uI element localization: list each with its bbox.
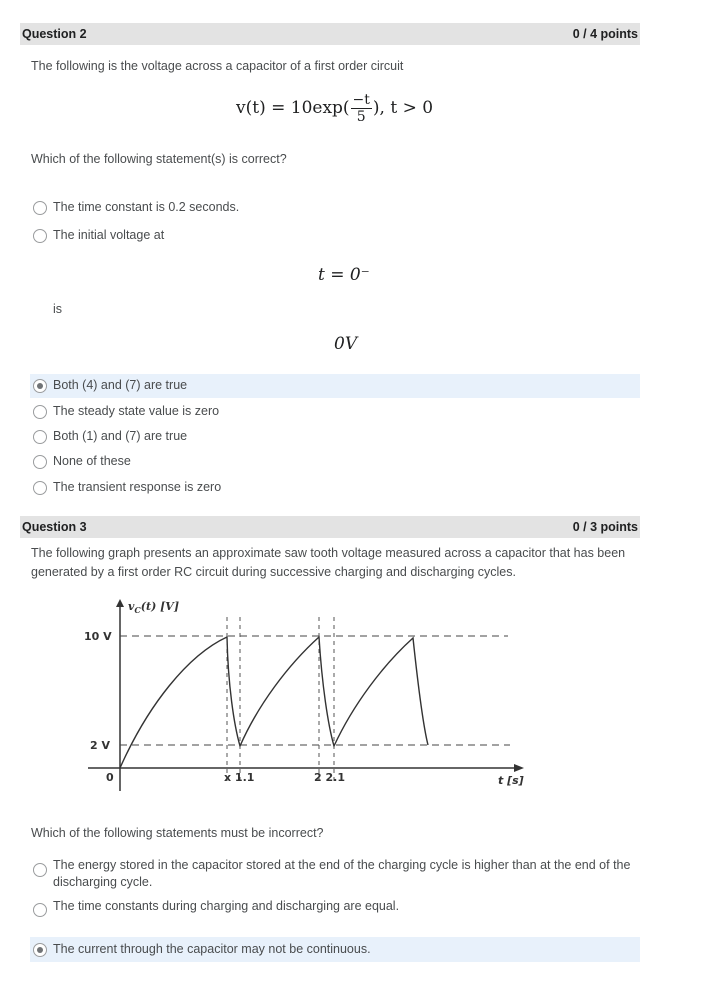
question-3-points: 0 / 3 points (572, 520, 638, 534)
option-label: The transient response is zero (53, 480, 222, 494)
q2-option-6[interactable] (30, 452, 640, 472)
radio-button-selected[interactable] (33, 379, 47, 393)
question-3-header (20, 516, 640, 538)
radio-button[interactable] (33, 405, 47, 419)
sawtooth-voltage-graph (78, 595, 528, 795)
question-2-equation (236, 92, 433, 125)
q2-option-2[interactable] (30, 226, 640, 246)
option-label: None of these (53, 454, 131, 468)
q3-option-1[interactable] (30, 856, 640, 894)
graph-x-tick-1: x 1.1 (224, 771, 255, 784)
radio-button-selected[interactable] (33, 943, 47, 957)
graph-y-axis-label: $v_C(t)$ [V] (128, 600, 180, 615)
option-label: The time constant is 0.2 seconds. (53, 200, 240, 214)
graph-x-axis-arrow (514, 764, 524, 772)
q3-option-3[interactable] (30, 937, 640, 962)
radio-button[interactable] (33, 455, 47, 469)
question-2-question: Which of the following statement(s) is correct? (31, 152, 287, 166)
question-3-title: Question 3 (22, 520, 87, 534)
graph-sawtooth-curve (120, 637, 428, 768)
option-label: The time constants during charging and discharging are equal. (53, 899, 400, 913)
graph-x-axis-label: t [s] (498, 774, 524, 787)
option-label: The energy stored in the capacitor stored at the end of the charging cycle is higher than at the end of the discharging cycle. (53, 858, 631, 889)
radio-button[interactable] (33, 903, 47, 917)
radio-button[interactable] (33, 229, 47, 243)
q2-option-3[interactable] (30, 374, 640, 398)
option-label: Both (4) and (7) are true (53, 378, 188, 392)
option-label: The steady state value is zero (53, 404, 220, 418)
option-2-math-0v: 0V (334, 334, 358, 354)
q2-option-4[interactable] (30, 402, 640, 422)
graph-y-low-label: 2 V (90, 739, 110, 752)
radio-button[interactable] (33, 430, 47, 444)
q2-option-7[interactable] (30, 478, 640, 498)
q3-option-2[interactable] (30, 897, 640, 917)
equation-rhs: ), t > 0 (372, 98, 434, 118)
radio-button[interactable] (33, 201, 47, 215)
equation-numerator: −t (352, 92, 370, 108)
radio-button[interactable] (33, 863, 47, 877)
question-2-title: Question 2 (22, 27, 87, 41)
question-3-question: Which of the following statements must be incorrect? (31, 826, 324, 840)
equation-fraction (351, 92, 372, 125)
equation-lhs: v(t) = 10exp( (236, 98, 350, 118)
radio-button[interactable] (33, 481, 47, 495)
graph-origin-label: 0 (106, 771, 114, 784)
q2-option-1[interactable] (30, 198, 640, 218)
question-2-points: 0 / 4 points (572, 27, 638, 41)
question-3-prompt: The following graph presents an approximate saw tooth voltage measured across a capacitor that has been generated by a first order RC circuit during successive charging and discharging cycles. (31, 546, 626, 579)
question-2-prompt: The following is the voltage across a capacitor of a first order circuit (31, 59, 404, 73)
option-label: Both (1) and (7) are true (53, 429, 188, 443)
option-2-is: is (53, 302, 63, 316)
option-label: The current through the capacitor may not be continuous. (53, 942, 371, 956)
graph-y-high-label: 10 V (84, 630, 112, 643)
equation-denominator: 5 (356, 109, 366, 125)
option-label: The initial voltage at (53, 228, 165, 242)
option-2-math-t: t = 0⁻ (318, 265, 370, 285)
q2-option-5[interactable] (30, 427, 640, 447)
question-2-header (20, 23, 640, 45)
graph-y-axis-arrow (116, 599, 124, 607)
graph-x-tick-2: 2 2.1 (314, 771, 345, 784)
